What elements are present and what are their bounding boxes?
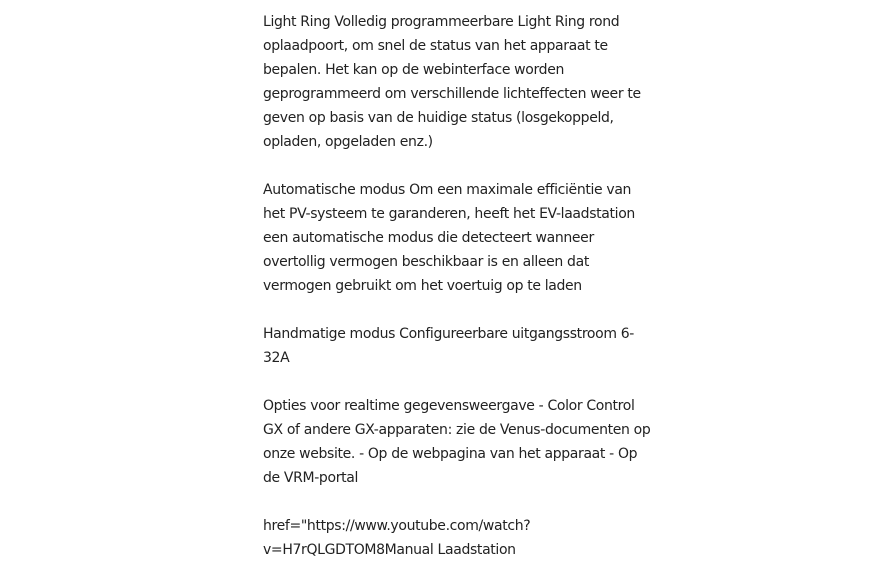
paragraph-light-ring: Light Ring Volledig programmeerbare Light Ring rond oplaadpoort, om snel de status van het apparaat te bepalen. Het kan op de webinterface worden geprogrammeerd om verschillende lichteffecten weer te geven op basis van de huidige status (losgekoppeld, opladen, opgeladen enz.) (263, 14, 641, 150)
paragraph-manual-mode: Handmatige modus Configureerbare uitgangsstroom 6-32A (263, 326, 635, 366)
paragraph-video-link-text: href="https://www.youtube.com/watch?v=H7rQLGDTOM8Manual Laadstation (263, 518, 531, 558)
paragraph-data-display-options: Opties voor realtime gegevensweergave - Color Control GX of andere GX-apparaten: zie de Venus-documenten op onze website. - Op de webpagina van het apparaat - Op de VRM-portal (263, 398, 651, 486)
article-body (263, 10, 651, 562)
paragraph-automatic-mode: Automatische modus Om een maximale efficiëntie van het PV-systeem te garanderen, heeft het EV-laadstation een automatische modus die detecteert wanneer overtollig vermogen beschikbaar is en alleen dat vermogen gebruikt om het voertuig op te laden (263, 182, 635, 294)
